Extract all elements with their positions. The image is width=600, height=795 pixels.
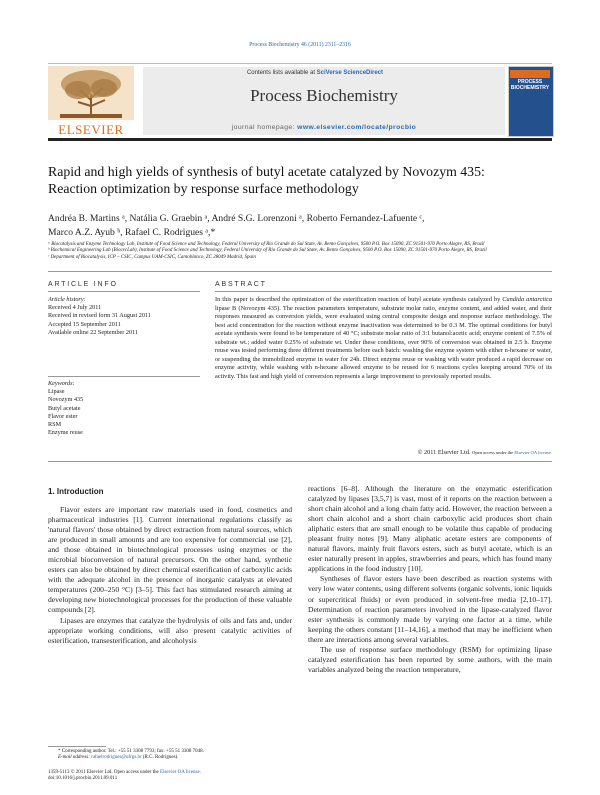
keywords bbox=[48, 380, 200, 437]
journal-title: Process Biochemistry bbox=[250, 86, 398, 105]
email-label: E-mail address: bbox=[58, 755, 92, 761]
section-heading: 1. Introduction bbox=[48, 487, 104, 496]
header-rule bbox=[48, 63, 552, 64]
issn-license-link[interactable]: Elsevier OA license. bbox=[160, 770, 201, 775]
article-history bbox=[48, 296, 200, 337]
authors-line-1: Andréa B. Martins ᵃ, Natália G. Graebin ᵃ, André S.G. Lorenzoni ᵃ, Roberto Fernandez-Lafuente ᶜ, bbox=[48, 213, 425, 224]
left-column bbox=[48, 505, 292, 646]
right-column bbox=[308, 484, 552, 675]
article-info-heading: ARTICLE INFO bbox=[48, 281, 118, 288]
history-online: Available online 22 September 2011 bbox=[48, 328, 139, 336]
oa-license-link[interactable]: Elsevier OA license. bbox=[514, 450, 552, 455]
intro-paragraph-4: Syntheses of flavor esters have been described as reaction systems with very low water contents, using different solvents (organic solvents, ionic liquids or supercritical fluids) or even produced in solvent-free media [2,10–17]. Determination of reaction parameters involved in the lipase-catalyzed flavor ester synthesis is commonly made by varying one factor at a time, while keeping the others constant [11–14,16], a method that may be inefficient when there are interactions among several variables. bbox=[308, 574, 552, 644]
history-revised: Received in revised form 31 August 2011 bbox=[48, 312, 151, 320]
homepage-prefix: journal homepage: bbox=[231, 124, 298, 131]
homepage-link[interactable]: www.elsevier.com/locate/procbio bbox=[297, 124, 417, 131]
abstract-bottom-rule bbox=[48, 461, 552, 462]
keyword-item: Lipase bbox=[48, 388, 65, 396]
contents-prefix: Contents lists available at bbox=[246, 70, 317, 76]
history-received: Received 4 July 2011 bbox=[48, 304, 102, 312]
copyright-text: © 2011 Elsevier Ltd. bbox=[417, 449, 472, 456]
history-label: Article history: bbox=[48, 296, 86, 303]
issn-small: Open access under the bbox=[113, 770, 161, 775]
cover-title: PROCESS BIOCHEMISTRY bbox=[510, 79, 550, 91]
affiliation-a: ᵃ Biocatalysis and Enzyme Technology Lab, Institute of Food Science and Technology, Federal University of Rio Grande do Sul State, Av. Bento Gonçalves, 9500 P.O. Box 15090, ZC 91501-970 Porto Alegre, RS, Brazil bbox=[48, 242, 485, 247]
keyword-item: Novozym 435 bbox=[48, 396, 84, 404]
abstract-species: Candida antarctica bbox=[502, 296, 552, 303]
footnote-rule bbox=[48, 746, 106, 747]
keyword-item: Enzyme reuse bbox=[48, 429, 83, 437]
author-list bbox=[48, 212, 552, 239]
abstract-rule bbox=[215, 291, 552, 292]
keyword-item: Flavor ester bbox=[48, 412, 78, 420]
sciencedirect-link[interactable]: SciVerse ScienceDirect bbox=[316, 70, 384, 76]
abstract-text-post: lipase B (Novozym 435). The reaction parameters temperature, substrate molar ratio, enzyme content, and added water, and their responses measured as conversion yields, were evaluated using central composite design and response surface methodology. The best acid concentration for the reaction without enzyme inactivation was determined to be 0.3 M. The optimal conditions for butyl acetate synthesis were found to be temperature of 40 °C; substrate molar ratio of 3:1 butanol:acetic acid; enzyme content of 7.5% of substrate wt.; added water 0.25% of substrate wt. Under these conditions, over 90% of conversion was obtained in 2.5 h. Enzyme reuse was tested performing three different treatments before each batch: washing the enzyme system with either n-hexane or water, or suspending the immobilized enzyme in water for 24h. Direct enzyme reuse or washing with water produced a rapid decrease on enzyme activity, while washing with n-hexane allowed enzyme to be reused for 6 reactions cycles keeping around 70% of its activity. This fast and high yield of conversion represents a large improvement to previously reported results. bbox=[215, 304, 552, 380]
intro-paragraph-5: The use of response surface methodology (RSM) for optimizing lipase catalyzed esterification has been reported by some authors, with the main variables analyzed being the reaction temperature, bbox=[308, 644, 552, 674]
contents-line bbox=[215, 70, 415, 76]
history-accepted: Accepted 15 September 2011 bbox=[48, 320, 121, 328]
abstract-text bbox=[215, 296, 552, 381]
header-thick-rule bbox=[48, 138, 552, 141]
corresponding-author: * Corresponding author. Tel.: +55 51 3308 7793; fax: +55 51 3308 7048. bbox=[58, 749, 204, 754]
article-title bbox=[48, 163, 552, 197]
copyright-notice bbox=[215, 449, 552, 456]
issn-text: 1359-5113 © 2011 Elsevier Ltd. bbox=[48, 770, 114, 775]
publisher-name: ELSEVIER bbox=[58, 122, 124, 137]
issn-block bbox=[48, 770, 348, 783]
affiliation-c: ᶜ Department of Biocatalysis, ICP – CSIC, Campus UAM-CSIC, Cantoblanco, ZC 28049 Madrid, Spain bbox=[48, 254, 256, 260]
email-line bbox=[58, 755, 298, 761]
affiliations-rule bbox=[48, 271, 552, 272]
info-rule bbox=[48, 291, 200, 292]
intro-paragraph-2: Lipases are enzymes that catalyze the hydrolysis of oils and fats and, under appropriate working conditions, will also present catalytic activities of esterification, transesterification, and alcoholysis bbox=[48, 615, 292, 645]
affiliation-b: ᵇ Biochemical Engineering Lab (BiocecLab), Institute of Food Science and Technology, Federal University of Rio Grande do Sul State, Av. Bento Gonçalves, 9500 P.O. Box 15090, ZC 91501-970 Porto Alegre, RS, Brazil bbox=[48, 248, 487, 254]
title-line-1: Rapid and high yields of synthesis of butyl acetate catalyzed by Novozym 435: bbox=[48, 164, 485, 179]
doi[interactable]: doi:10.1016/j.procbio.2011.09.011 bbox=[48, 776, 118, 782]
keyword-item: RSM bbox=[48, 421, 62, 429]
abstract-text-pre: In this paper is described the optimization of the esterification reaction of butyl acetate synthesis catalyzed by bbox=[215, 296, 503, 303]
journal-reference[interactable]: Process Biochemistry 46 (2011) 2311–2316 bbox=[249, 42, 351, 48]
keywords-label: Keywords: bbox=[48, 380, 75, 387]
cover-band bbox=[510, 70, 550, 78]
abstract-heading: ABSTRACT bbox=[215, 281, 267, 288]
email-link[interactable]: rafaelrodrigues@ufrgs.br bbox=[91, 755, 142, 761]
keywords-rule bbox=[48, 376, 200, 377]
affiliations bbox=[48, 242, 558, 261]
email-suffix: (R.C. Rodrigues). bbox=[141, 755, 179, 761]
journal-homepage bbox=[143, 124, 505, 131]
title-line-2: Reaction optimization by response surface methodology bbox=[48, 181, 359, 196]
authors-line-2: Marco A.Z. Ayub ᵇ, Rafael C. Rodrigues ᵃ,* bbox=[48, 226, 216, 238]
intro-paragraph-3: reactions [6–8]. Although the literature on the enzymatic esterification catalyzed by lipases [3,5,7] is vast, most of it reports on the reaction between a short chain alcohol and a long chain fatty acid. However, the reaction between a short chain alcohol and a short chain carboxylic acid produces short chain aliphatic esters that are small enough to be volatile thus capable of producing pleasant fruity notes [9]. Many aliphatic acetate esters are components of natural flavors, mainly fruit flavors esters, such as butyl acetate, which is an ester naturally present in apples, strawberries and pears, which has found many applications in the food industry [10]. bbox=[308, 484, 552, 574]
footnote bbox=[58, 749, 298, 762]
keyword-item: Butyl acetate bbox=[48, 404, 81, 412]
intro-paragraph-1: Flavor esters are important raw materials used in food, cosmetics and pharmaceutical industries [1]. Current international regulations classify as 'natural flavors' those obtained by direct extraction from natural sources, which are produced in small amounts and are too expensive for commercial use [2], and those obtained in biotechnological processes using enzymes or the microbial bioconversion of natural precursors. On the other hand, synthetic esters can also be obtained by direct chemical esterification of carboxylic acids with the adequate alcohol in the presence of inorganic catalysts at elevated temperatures (200–250 °C) [3–5]. This fact has stimulated research aiming at developing new biotechnological processes for the production of these valuable compounds [2]. bbox=[48, 505, 292, 615]
copyright-small: Open access under the bbox=[472, 450, 515, 455]
